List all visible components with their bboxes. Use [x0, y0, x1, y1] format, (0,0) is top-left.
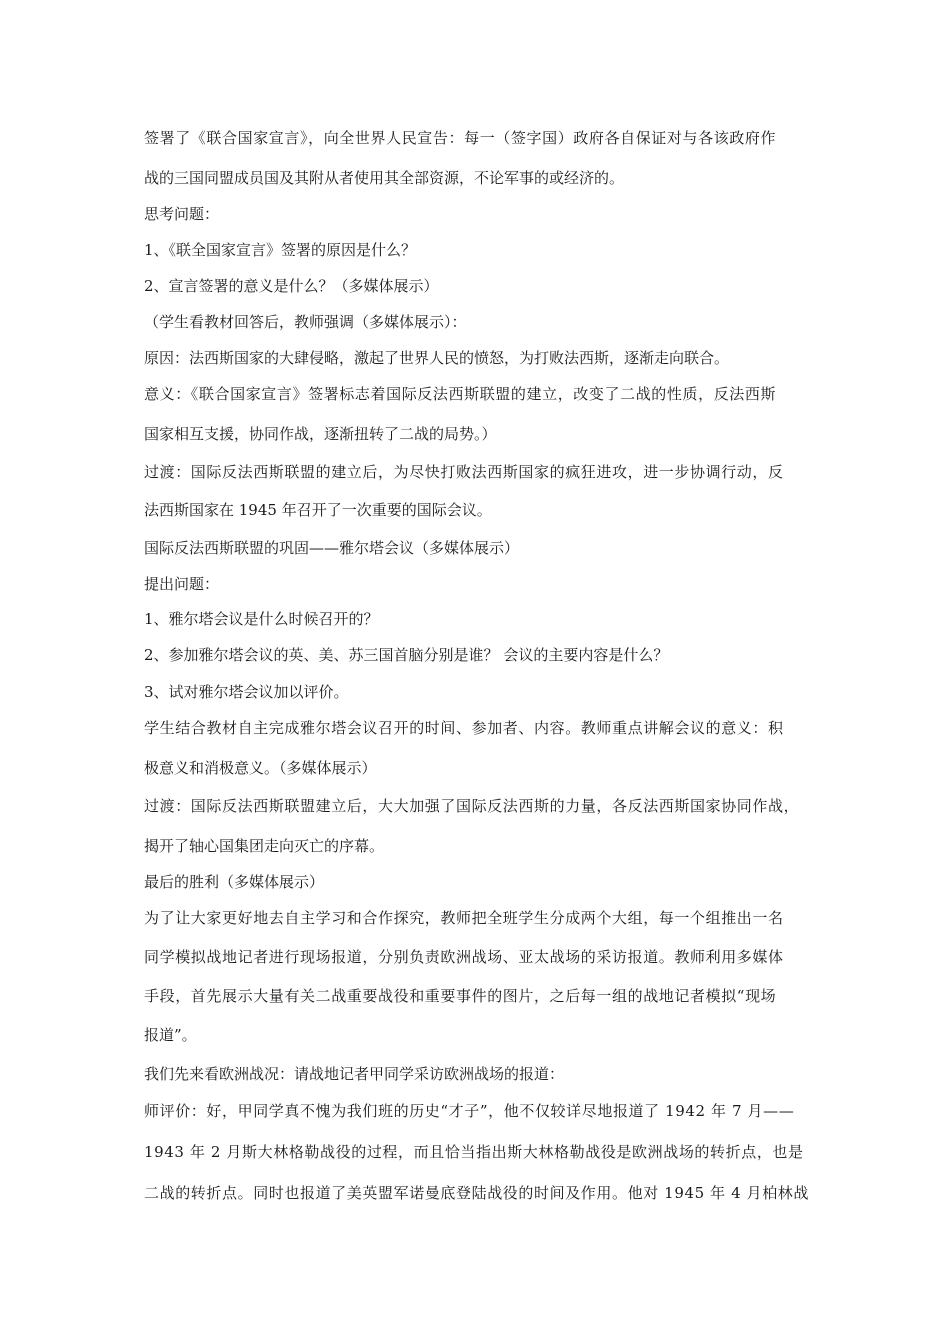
text-line: （学生看教材回答后，教师强调（多媒体展示）：	[144, 313, 467, 331]
text-line: 战的三国同盟成员国及其附从者使用其全部资源，不论军事的或经济的。	[144, 169, 625, 187]
text-line: 2、宣言签署的意义是什么？（多媒体展示）	[144, 277, 439, 295]
text-line: 二战的转折点。同时也报道了美英盟军诺曼底登陆战役的时间及作用。他对 1945 年 4 月柏林战	[144, 1184, 809, 1202]
text-line: 我们先来看欧洲战况：请战地记者甲同学采访欧洲战场的报道：	[144, 1065, 565, 1083]
text-line: 意义：《联合国家宣言》签署标志着国际反法西斯联盟的建立，改变了二战的性质，反法西斯	[144, 385, 777, 403]
text-line: 原因：法西斯国家的大肆侵略，激起了世界人民的愤怒，为打败法西斯，逐渐走向联合。	[144, 349, 730, 367]
text-line: 同学模拟战地记者进行现场报道，分别负责欧洲战场、亚太战场的采访报道。教师利用多媒体	[144, 948, 784, 966]
text-line: 学生结合教材自主完成雅尔塔会议召开的时间、参加者、内容。教师重点讲解会议的意义：积	[144, 719, 784, 737]
text-line: 极意义和消极意义。（多媒体展示）	[144, 759, 377, 777]
section-heading: 最后的胜利（多媒体展示）	[144, 873, 325, 891]
text-line: 1943 年 2 月斯大林格勒战役的过程，而且恰当指出斯大林格勒战役是欧洲战场的转折点，也是	[144, 1143, 804, 1161]
text-line: 思考问题：	[144, 205, 220, 223]
text-line: 2、参加雅尔塔会议的英、美、苏三国首脑分别是谁？ 会议的主要内容是什么？	[144, 646, 669, 664]
text-line: 报道”。	[144, 1026, 197, 1044]
text-line: 手段，首先展示大量有关二战重要战役和重要事件的图片，之后每一组的战地记者模拟“现场	[144, 987, 777, 1005]
text-line: 过渡：国际反法西斯联盟的建立后，为尽快打败法西斯国家的疯狂进攻，进一步协调行动，反	[144, 463, 784, 481]
text-line: 1、雅尔塔会议是什么时候召开的？	[144, 610, 379, 628]
text-line: 3、试对雅尔塔会议加以评价。	[144, 683, 349, 701]
text-line: 为了让大家更好地去自主学习和合作探究，教师把全班学生分成两个大组，每一个组推出一名	[144, 909, 784, 927]
text-line: 签署了《联合国家宣言》，向全世界人民宣告：每一（签字国）政府各自保证对与各该政府作	[144, 129, 777, 147]
text-line: 揭开了轴心国集团走向灭亡的序幕。	[144, 837, 385, 855]
text-line: 过渡：国际反法西斯联盟建立后，大大加强了国际反法西斯的力量，各反法西斯国家协同作战，	[144, 797, 800, 815]
text-line: 法西斯国家在 1945 年召开了一次重要的国际会议。	[144, 501, 492, 519]
text-line: 1、《联全国家宣言》签署的原因是什么？	[144, 241, 417, 259]
text-line: 师评价：好，甲同学真不愧为我们班的历史“才子”，他不仅较详尽地报道了 1942 年 7 月——	[144, 1102, 795, 1120]
section-heading: 国际反法西斯联盟的巩固——雅尔塔会议（多媒体展示）	[144, 539, 520, 557]
text-line: 国家相互支援，协同作战，逐渐扭转了二战的局势。）	[144, 425, 497, 443]
text-line: 提出问题：	[144, 575, 220, 593]
